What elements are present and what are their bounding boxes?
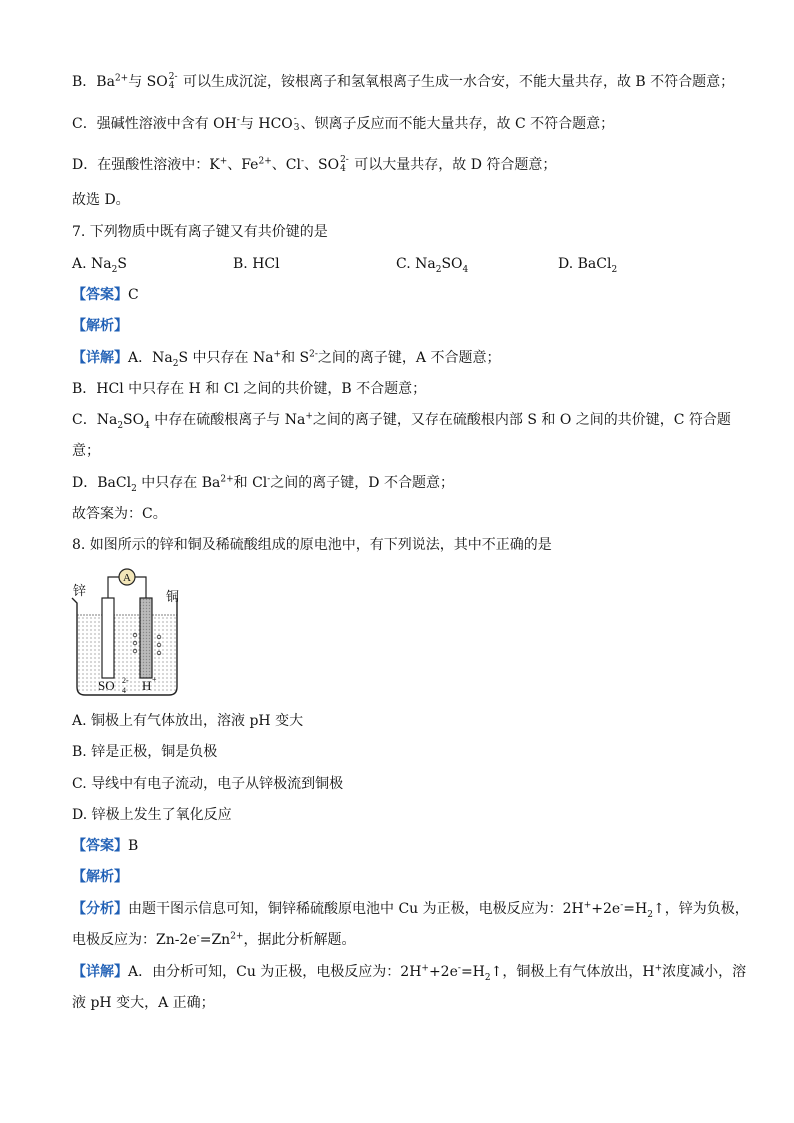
q7-analysis-label: 【解析】 [72,318,128,334]
q7-detail-b: B．HCl 中只存在 H 和 Cl 之间的共价键，B 不合题意； [72,381,427,397]
q6-option-b-explanation: B．$Ba^{2+}$与 SO 2- 4 可以生成沉淀，铵根离子和氢氧根离子生成一水合安，不能大量共存，故 B 不符合题意； [72,72,735,91]
q7-detail-c-cont: 意； [72,443,100,459]
galvanic-cell-figure [70,565,200,700]
hydrogen-charge: + [152,675,157,684]
copper-label: 铜 [166,590,180,605]
q8-detail-2: 液 pH 变大，A 正确； [72,995,215,1011]
q8-answer: 【答案】B [72,838,139,854]
ammeter-label: A [123,572,131,584]
sulfate-label: SO [98,678,115,693]
q8-option-c: C. 导线中有电子流动，电子从锌极流到铜极 [72,776,344,792]
answer-label: 【答案】 [72,287,128,303]
sulfate-subscript: 4 [122,686,126,695]
hydrogen-label: H [142,678,152,693]
q7-option-c: C. $Na_2SO_4$ [396,256,469,275]
q8-option-b: B. 锌是正极，铜是负极 [72,744,218,760]
q6-option-d-explanation: D．在强酸性溶液中：K+、$Fe^{2+}$、Cl-、SO 2- 4 可以大量共存，故 D 符合题意； [72,155,557,174]
q6-option-c-explanation: C．强碱性溶液中含有 OH-与 HCO - 3 、钡离子反应而不能大量共存，故 C 不符合题意； [72,114,615,133]
q8-option-a: A. 铜极上有气体放出，溶液 pH 变大 [72,713,304,729]
q8-analysis-label: 【解析】 [72,869,128,885]
galvanic-cell-diagram [70,565,200,700]
q7-detail-a: 【详解】A．$Na_2S$ 中只存在 Na+和 $S^{2-}$之间的离子键，A 不合题意； [72,349,501,369]
q7-answer: 【答案】C [72,287,139,303]
sulfate-charge: 2- [122,676,129,685]
q8-detail-1: 【详解】A．由分析可知，Cu 为正极，电极反应为：$2H^++2e^-=H_2↑$，铜极上有气体放出，H+浓度减小，溶 [72,963,747,983]
q8-analysis-2: 电极反应为：$Zn-2e^-=Zn^{2+}$，据此分析解题。 [72,931,356,948]
q8-option-d: D. 锌极上发生了氧化反应 [72,807,232,823]
zinc-electrode [102,598,114,678]
q7-option-a: A. $Na_2S$ [72,256,127,275]
q7-conclusion: 故答案为：C。 [72,506,167,522]
copper-electrode [140,598,152,678]
q7-option-d: D. BaCl$_2$ [558,256,618,275]
wire-right [134,577,146,598]
q6-conclusion: 故选 D。 [72,192,130,208]
q7-detail-d: D．BaCl$_2$ 中只存在 $Ba^{2+}$和 Cl-之间的离子键，D 不合题意； [72,474,454,494]
q8-analysis-1: 【分析】由题干图示信息可知，铜锌稀硫酸原电池中 Cu 为正极，电极反应为：$2H^++2e^-=H_2↑$，锌为负极， [72,900,749,920]
wire-left [108,577,120,598]
q7-option-b: B. HCl [233,256,280,272]
zinc-label: 锌 [73,584,87,599]
q7-stem: 7. 下列物质中既有离子键又有共价键的是 [72,224,328,240]
q8-stem: 8. 如图所示的锌和铜及稀硫酸组成的原电池中，有下列说法，其中不正确的是 [72,537,552,553]
q7-detail-c: C．$Na_2SO_4$ 中存在硫酸根离子与 Na+之间的离子键，又存在硫酸根内部 S 和 O 之间的共价键，C 符合题 [72,411,731,431]
